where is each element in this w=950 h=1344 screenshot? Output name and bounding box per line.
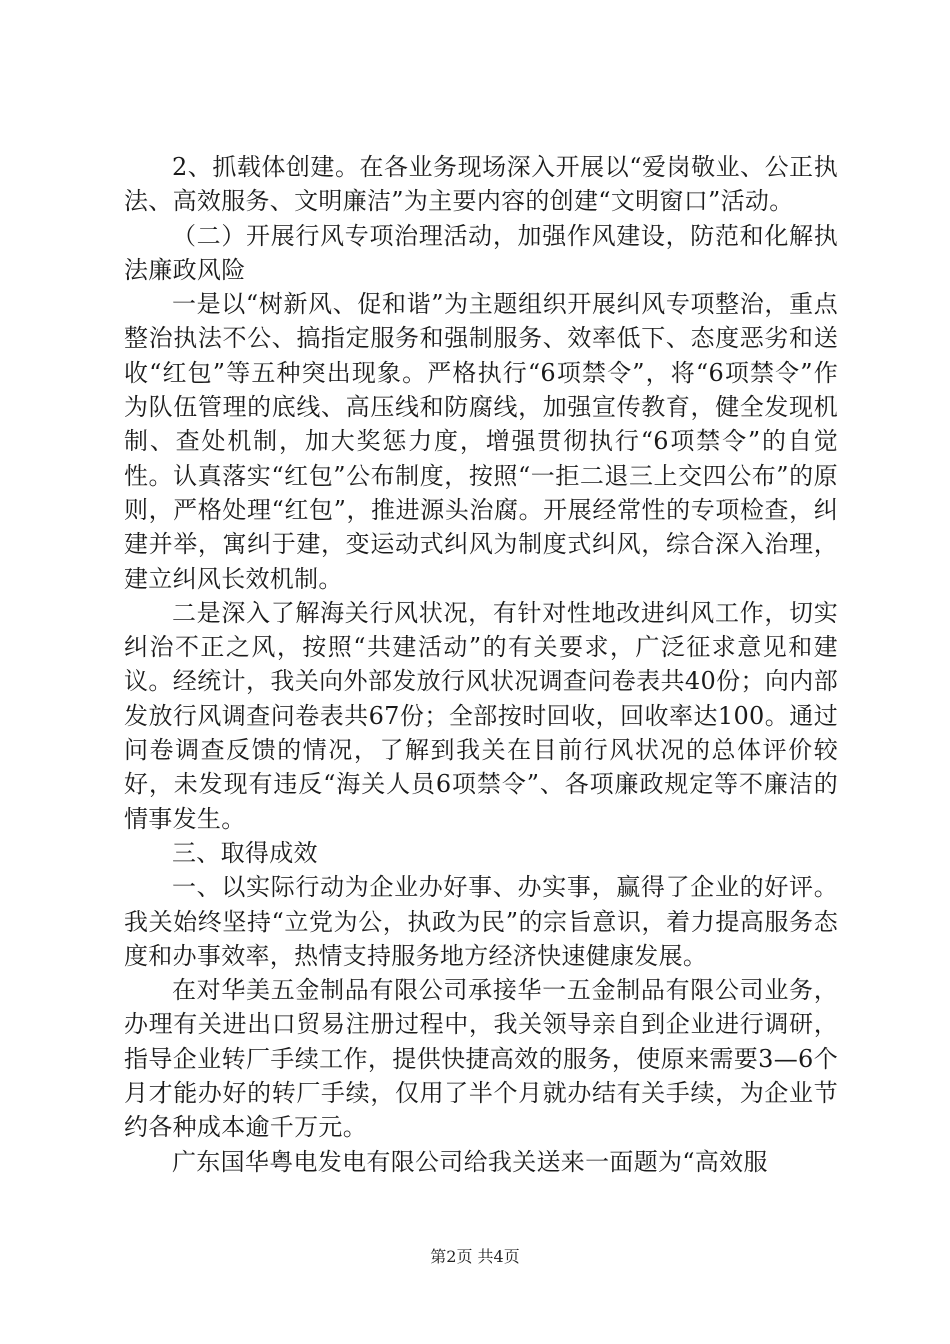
paragraph: （二）开展行风专项治理活动，加强作风建设，防范和化解执法廉政风险 xyxy=(124,221,838,284)
page-number-footer: 第2页 共4页 xyxy=(430,1247,520,1266)
paragraph: 二是深入了解海关行风状况，有针对性地改进纠风工作，切实纠治不正之风，按照“共建活动”的有关要求，广泛征求意见和建议。经统计，我关向外部发放行风状况调查问卷表共40份；向内部发放行风调查问卷表共67份；全部按时回收，回收率达100。通过问卷调查反馈的情况，了解到我关在目前行风状况的总体评价较好，未发现有违反“海关人员6项禁令”、各项廉政规定等不廉洁的情事发生。 xyxy=(124,598,838,833)
paragraph: 一、以实际行动为企业办好事、办实事，赢得了企业的好评。我关始终坚持“立党为公，执政为民”的宗旨意识，着力提高服务态度和办事效率，热情支持服务地方经济快速健康发展。 xyxy=(124,873,838,970)
section-heading: 三、取得成效 xyxy=(172,838,318,867)
paragraph: 在对华美五金制品有限公司承接华一五金制品有限公司业务，办理有关进出口贸易注册过程中，我关领导亲自到企业进行调研，指导企业转厂手续工作，提供快捷高效的服务，使原来需要3—6个月才能办好的转厂手续，仅用了半个月就办结有关手续，为企业节约各种成本逾千万元。 xyxy=(124,976,838,1142)
paragraph: 2、抓载体创建。在各业务现场深入开展以“爱岗敬业、公正执法、高效服务、文明廉洁”为主要内容的创建“文明窗口”活动。 xyxy=(124,153,838,216)
paragraph: 一是以“树新风、促和谐”为主题组织开展纠风专项整治，重点整治执法不公、搞指定服务和强制服务、效率低下、态度恶劣和送收“红包”等五种突出现象。严格执行“6项禁令”，将“6项禁令”作为队伍管理的底线、高压线和防腐线，加强宣传教育，健全发现机制、查处机制，加大奖惩力度，增强贯彻执行“6项禁令”的自觉性。认真落实“红包”公布制度，按照“一拒二退三上交四公布”的原则，严格处理“红包”，推进源头治腐。开展经常性的专项检查，纠建并举，寓纠于建，变运动式纠风为制度式纠风，综合深入治理，建立纠风长效机制。 xyxy=(124,290,838,593)
document-body xyxy=(124,150,838,1179)
paragraph: 广东国华粤电发电有限公司给我关送来一面题为“高效服 xyxy=(172,1147,768,1176)
